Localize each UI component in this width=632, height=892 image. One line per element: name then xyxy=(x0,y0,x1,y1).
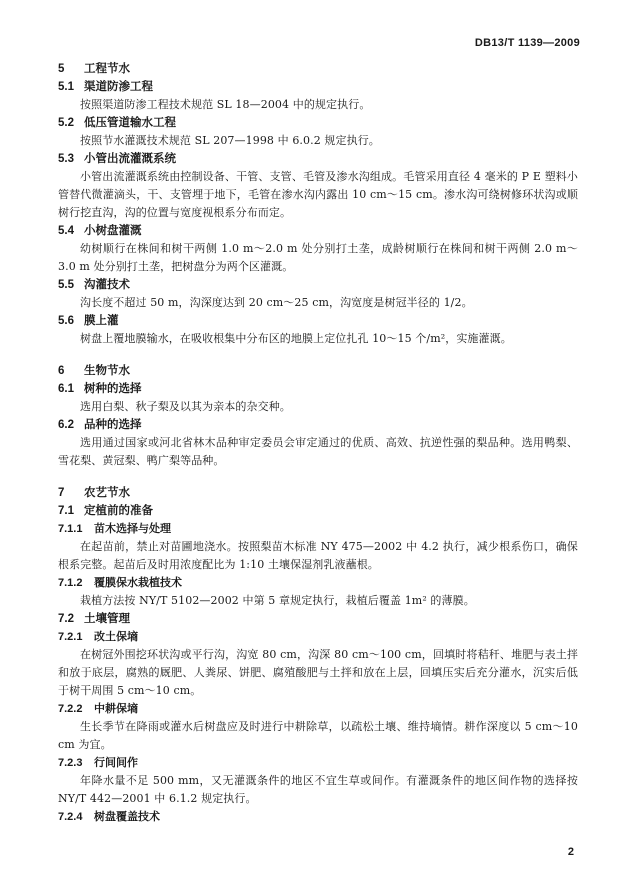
section-heading xyxy=(58,60,578,78)
document-id-header: DB13/T 1139—2009 xyxy=(474,37,580,49)
heading-title: 土壤管理 xyxy=(84,611,130,625)
heading-title: 膜上灌 xyxy=(84,313,119,327)
heading-title: 生物节水 xyxy=(84,363,130,377)
heading-number: 5.2 xyxy=(58,117,74,129)
heading-title: 定植前的准备 xyxy=(84,503,153,517)
heading-title: 覆膜保水栽植技术 xyxy=(94,576,182,589)
paragraph: 沟长度不超过 50 m，沟深度达到 20 cm～25 cm，沟宽度是树冠半径的 1/2。 xyxy=(80,296,473,309)
subsection-heading xyxy=(58,78,578,96)
subsubsection-heading xyxy=(58,520,578,538)
heading-number: 7.2.3 xyxy=(58,757,83,769)
heading-number: 5.6 xyxy=(58,315,74,327)
subsection-heading xyxy=(58,150,578,168)
page-number: 2 xyxy=(567,846,574,858)
paragraph: 选用白梨、秋子梨及以其为亲本的杂交种。 xyxy=(80,400,291,413)
heading-title: 改土保墒 xyxy=(94,630,138,643)
subsection-heading xyxy=(58,222,578,240)
paragraph: 按照渠道防渗工程技术规范 SL 18—2004 中的规定执行。 xyxy=(80,98,371,111)
heading-number: 7.1.2 xyxy=(58,577,83,589)
paragraph: 栽植方法按 NY/T 5102—2002 中第 5 章规定执行，栽植后覆盖 1m² 的薄膜。 xyxy=(80,594,475,607)
document-body xyxy=(58,60,578,826)
heading-number: 7.1 xyxy=(58,505,74,517)
heading-title: 渠道防渗工程 xyxy=(84,79,153,93)
heading-number: 6.1 xyxy=(58,383,74,395)
subsection-heading xyxy=(58,610,578,628)
heading-number: 7.1.1 xyxy=(58,523,83,535)
heading-title: 苗木选择与处理 xyxy=(94,522,171,535)
heading-number: 6 xyxy=(58,365,65,377)
heading-title: 小树盘灌溉 xyxy=(84,223,142,237)
subsection-heading xyxy=(58,312,578,330)
subsubsection-heading xyxy=(58,808,578,826)
subsection-heading xyxy=(58,114,578,132)
subsection-heading xyxy=(58,276,578,294)
paragraph: 按照节水灌溉技术规范 SL 207—1998 中 6.0.2 规定执行。 xyxy=(80,134,380,147)
heading-title: 沟灌技术 xyxy=(84,277,130,291)
paragraph: 幼树顺行在株间和树干两侧 1.0 m～2.0 m 处分别打土垄，成龄树顺行在株间和树干两侧 2.0 m～3.0 m 处分别打土垄，把树盘分为两个区灌溉。 xyxy=(58,242,578,273)
heading-title: 工程节水 xyxy=(84,61,130,75)
heading-number: 6.2 xyxy=(58,419,74,431)
heading-number: 7.2 xyxy=(58,613,74,625)
paragraph: 选用通过国家或河北省林木品种审定委员会审定通过的优质、高效、抗逆性强的梨品种。选用鸭梨、雪花梨、黄冠梨、鸭广梨等品种。 xyxy=(58,436,578,467)
heading-title: 小管出流灌溉系统 xyxy=(84,151,176,165)
heading-number: 7.2.1 xyxy=(58,631,83,643)
heading-number: 7.2.2 xyxy=(58,703,83,715)
subsubsection-heading xyxy=(58,754,578,772)
heading-title: 树盘覆盖技术 xyxy=(94,810,160,823)
paragraph: 在起苗前，禁止对苗圃地浇水。按照梨苗木标准 NY 475—2002 中 4.2 执行，减少根系伤口，确保根系完整。起苗后及时用浓度配比为 1:10 土壤保湿剂乳液蘸根。 xyxy=(58,540,578,571)
heading-title: 品种的选择 xyxy=(84,417,142,431)
heading-title: 中耕保墒 xyxy=(94,702,138,715)
heading-number: 5.3 xyxy=(58,153,74,165)
subsubsection-heading xyxy=(58,574,578,592)
heading-title: 低压管道输水工程 xyxy=(84,115,176,129)
paragraph: 在树冠外围挖环状沟或平行沟，沟宽 80 cm，沟深 80 cm～100 cm，回填时将秸秆、堆肥与表土拌和放于底层，腐熟的厩肥、人粪尿、饼肥、腐殖酸肥与土拌和放在上层，回填压实后充分灌水，沉实后低于树干周围 5 cm～10 cm。 xyxy=(58,648,578,697)
section-heading xyxy=(58,362,578,380)
section-heading xyxy=(58,484,578,502)
heading-number: 5.5 xyxy=(58,279,74,291)
heading-number: 5.4 xyxy=(58,225,74,237)
subsubsection-heading xyxy=(58,628,578,646)
subsection-heading xyxy=(58,416,578,434)
subsection-heading xyxy=(58,502,578,520)
paragraph: 年降水量不足 500 mm，又无灌溉条件的地区不宜生草或间作。有灌溉条件的地区间作物的选择按 NY/T 442—2001 中 6.1.2 规定执行。 xyxy=(58,774,578,805)
paragraph: 生长季节在降雨或灌水后树盘应及时进行中耕除草，以疏松土壤、维持墒情。耕作深度以 5 cm～10 cm 为宜。 xyxy=(58,720,578,751)
heading-number: 7.2.4 xyxy=(58,811,83,823)
heading-title: 农艺节水 xyxy=(84,485,130,499)
heading-number: 5.1 xyxy=(58,81,74,93)
section-gap xyxy=(58,348,578,362)
paragraph: 小管出流灌溉系统由控制设备、干管、支管、毛管及渗水沟组成。毛管采用直径 4 毫米的 P E 塑料小管替代微灌滴头，干、支管埋于地下，毛管在渗水沟内露出 10 cm～15 cm。渗水沟可绕树修环状沟或顺树行挖直沟，沟的位置与宽度视根系分布而定。 xyxy=(58,170,578,219)
heading-number: 5 xyxy=(58,63,65,75)
section-gap xyxy=(58,470,578,484)
subsection-heading xyxy=(58,380,578,398)
heading-title: 树种的选择 xyxy=(84,381,142,395)
subsubsection-heading xyxy=(58,700,578,718)
paragraph: 树盘上覆地膜输水，在吸收根集中分布区的地膜上定位扎孔 10～15 个/m²，实施灌溉。 xyxy=(80,332,512,345)
heading-number: 7 xyxy=(58,487,65,499)
heading-title: 行间间作 xyxy=(94,756,138,769)
